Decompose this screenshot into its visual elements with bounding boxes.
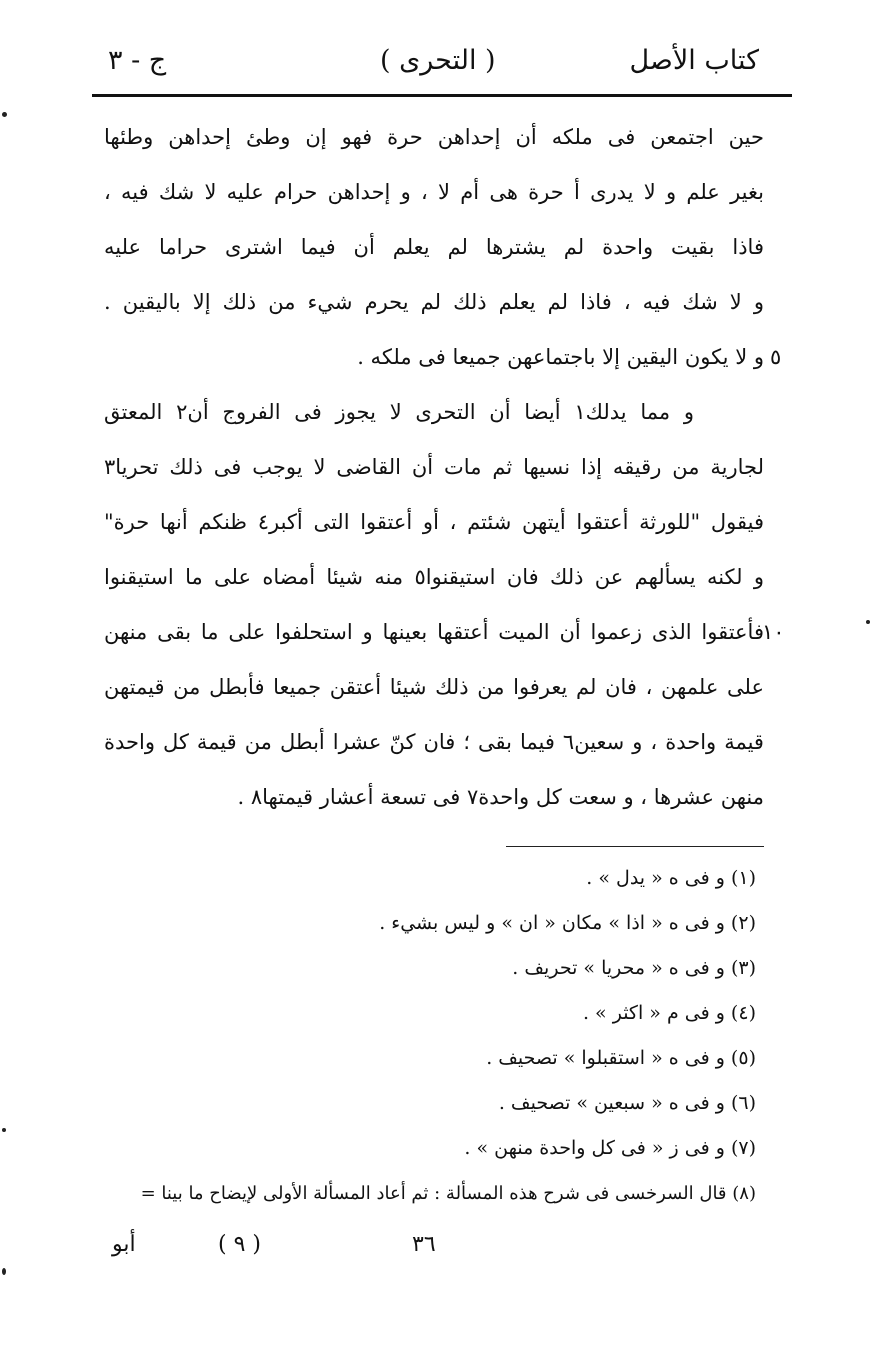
text-line: منهن عشرها ، و سعت كل واحدة٧ فى تسعة أعشار قيمتها٨ . [237, 785, 764, 809]
scan-speck [2, 1268, 6, 1275]
scan-speck [866, 620, 870, 624]
catchword: أبو [112, 1232, 136, 1257]
text-line: لجارية من رقيقه إذا نسيها ثم مات أن القاضى لا يوجب فى ذلك تحريا٣ [104, 455, 764, 479]
scan-speck [2, 112, 7, 117]
text-line: على علمهن ، فان لم يعرفوا من ذلك شيئا أعتقن جميعا فأبطل من قيمتهن [104, 675, 764, 699]
text-line: قيمة واحدة ، و سعين٦ فيما بقى ؛ فان كنّ عشرا أبطل من قيمة كل واحدة [104, 730, 764, 754]
text-line: فيقول "للورثة أعتقوا أيتهن شئتم ، أو أعتقوا التى أكبر٤ ظنكم أنها حرة" [104, 510, 764, 534]
paragraph-first-line: و مما يدلك١ أيضا أن التحرى لا يجوز فى الفروج أن٢ المعتق [104, 400, 695, 424]
text-line: بغير علم و لا يدرى أ حرة هى أم لا ، و إحداهن حرام عليه لا شك فيه ، [104, 180, 764, 204]
scan-speck [2, 1128, 6, 1132]
text-line: فأعتقوا الذى زعموا أن الميت أعتقها بعينها و استحلفوا على ما بقى منهن [104, 620, 764, 644]
text-line: حين اجتمعن فى ملكه أن إحداهن حرة فهو إن وطئ إحداهن وطئها [104, 125, 764, 149]
text-line: فاذا بقيت واحدة لم يشترها لم يعلم أن فيما اشترى حراما عليه [104, 235, 764, 259]
footnote: (٧) و فى ز « فى كل واحدة منهن » . [464, 1137, 756, 1159]
main-text [104, 110, 764, 825]
header-rule [92, 94, 792, 97]
running-section-title: ( التحرى ) [380, 45, 496, 76]
text-line: و لا يكون اليقين إلا باجتماعهن جميعا فى ملكه . [357, 345, 764, 369]
footnotes [80, 856, 756, 1216]
text-line: و لا شك فيه ، فاذا لم يعلم ذلك لم يحرم شيء من ذلك إلا باليقين . [104, 290, 764, 314]
volume-number: ج - ٣ [108, 45, 167, 76]
footnote: (٣) و فى ه « محريا » تحريف . [512, 957, 756, 979]
footnote: (٤) و فى م « اكثر » . [582, 1002, 756, 1024]
footnote: (٢) و فى ه « اذا » مكان « ان » و ليس بشيء . [379, 912, 756, 934]
footnote: (٨) قال السرخسى فى شرح هذه المسألة : ثم أعاد المسألة الأولى لإيضاح ما بينا = [140, 1183, 756, 1204]
footnote-rule [506, 846, 764, 847]
running-book-title: كتاب الأصل [629, 45, 759, 76]
footnote: (٦) و فى ه « سبعين » تصحيف . [498, 1092, 756, 1114]
footnote: (٥) و فى ه « استقبلوا » تصحيف . [486, 1047, 756, 1069]
text-line: و لكنه يسألهم عن ذلك فان استيقنوا٥ منه شيئا أمضاه على ما استيقنوا [104, 565, 764, 589]
page-number: ٣٦ [412, 1232, 436, 1257]
signature-mark: ( ٩ ) [218, 1232, 261, 1257]
line-number-marker: ١٠ [762, 620, 785, 644]
footnote: (١) و فى ه « يدل » . [586, 867, 756, 889]
line-number-marker: ٥ [770, 345, 782, 369]
